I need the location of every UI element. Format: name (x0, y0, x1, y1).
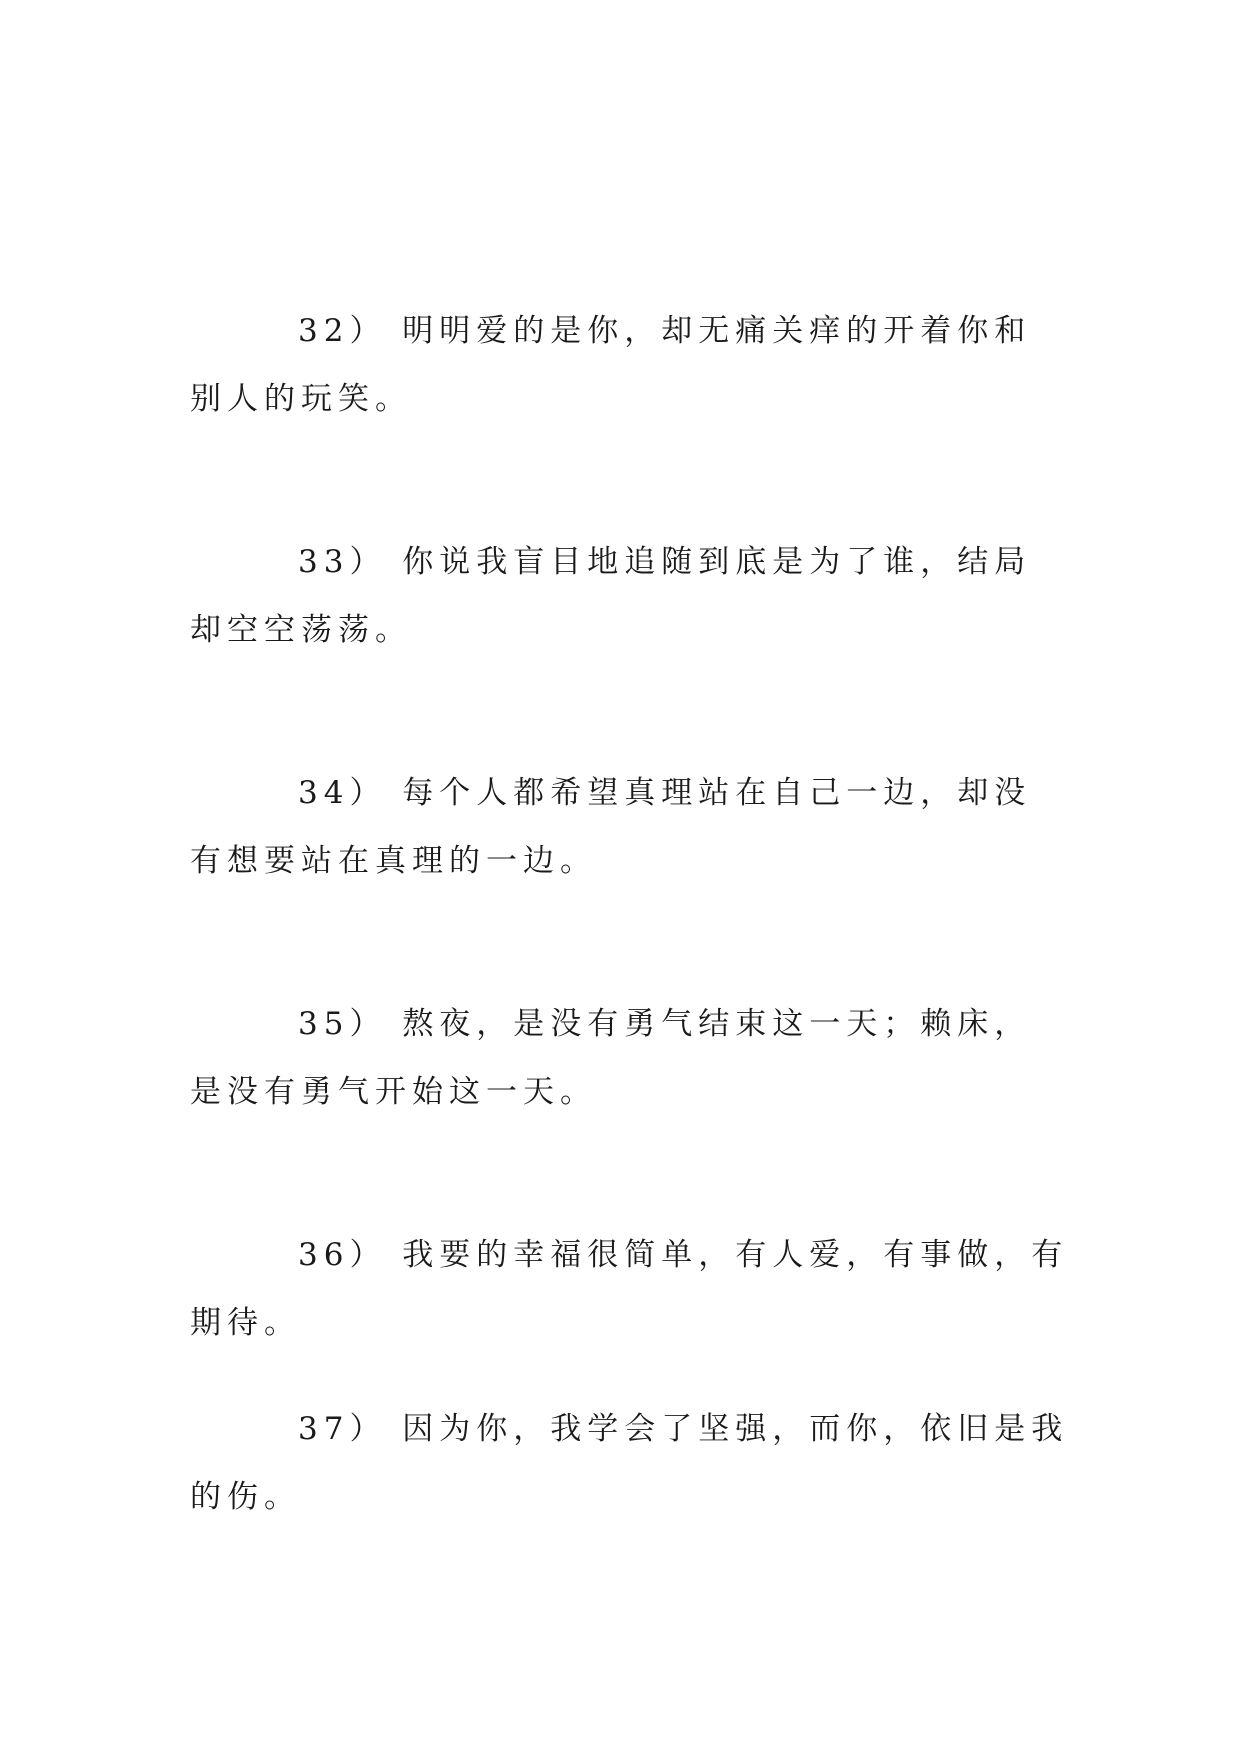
quote-paragraph-35: 35） 熬夜，是没有勇气结束这一天；赖床，是没有勇气开始这一天。 (190, 1006, 1032, 1110)
quote-paragraph-36: 36） 我要的幸福很简单，有人爱，有事做，有期待。 (190, 1237, 1069, 1341)
quote-paragraph-32: 32） 明明爱的是你，却无痛关痒的开着你和别人的玩笑。 (190, 313, 1032, 417)
quote-paragraph-34: 34） 每个人都希望真理站在自己一边，却没有想要站在真理的一边。 (190, 775, 1032, 879)
quote-paragraph-33: 33） 你说我盲目地追随到底是为了谁，结局却空空荡荡。 (190, 544, 1032, 648)
quote-paragraph-37: 37） 因为你，我学会了坚强，而你，依旧是我的伤。 (190, 1411, 1069, 1515)
